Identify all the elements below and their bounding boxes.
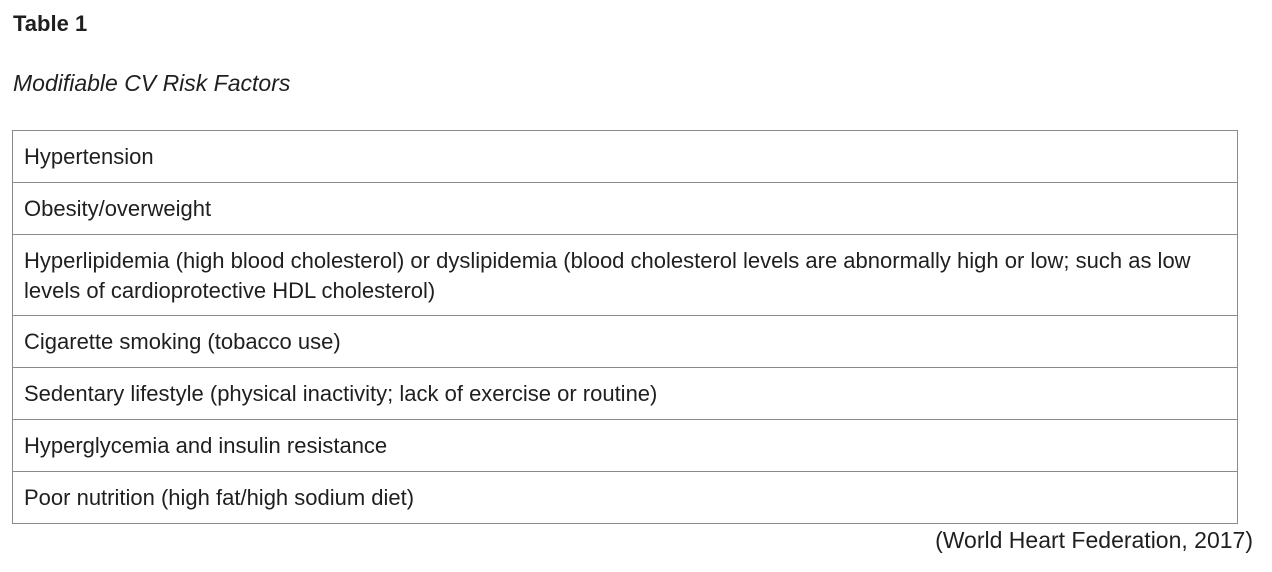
table-row xyxy=(13,420,1238,472)
table-number: Table 1 xyxy=(13,11,88,36)
table-row xyxy=(13,316,1238,368)
table-row xyxy=(13,235,1238,316)
table-cell-hypertension: Hypertension xyxy=(13,131,1238,183)
source-citation: (World Heart Federation, 2017) xyxy=(935,527,1253,553)
table-cell-sedentary: Sedentary lifestyle (physical inactivity; lack of exercise or routine) xyxy=(13,368,1238,420)
table-row xyxy=(13,131,1238,183)
table-row xyxy=(13,472,1238,524)
table-row xyxy=(13,368,1238,420)
table-caption: Modifiable CV Risk Factors xyxy=(13,70,291,96)
table-cell-obesity: Obesity/overweight xyxy=(13,183,1238,235)
table-cell-hyperlipidemia: Hyperlipidemia (high blood cholesterol) or dyslipidemia (blood cholesterol levels are abnormally high or low; such as low levels of cardioprotective HDL cholesterol) xyxy=(13,235,1238,316)
table-cell-hyperglycemia: Hyperglycemia and insulin resistance xyxy=(13,420,1238,472)
table-row xyxy=(13,183,1238,235)
risk-factors-table xyxy=(12,130,1238,524)
table-cell-nutrition: Poor nutrition (high fat/high sodium diet) xyxy=(13,472,1238,524)
table-cell-smoking: Cigarette smoking (tobacco use) xyxy=(13,316,1238,368)
